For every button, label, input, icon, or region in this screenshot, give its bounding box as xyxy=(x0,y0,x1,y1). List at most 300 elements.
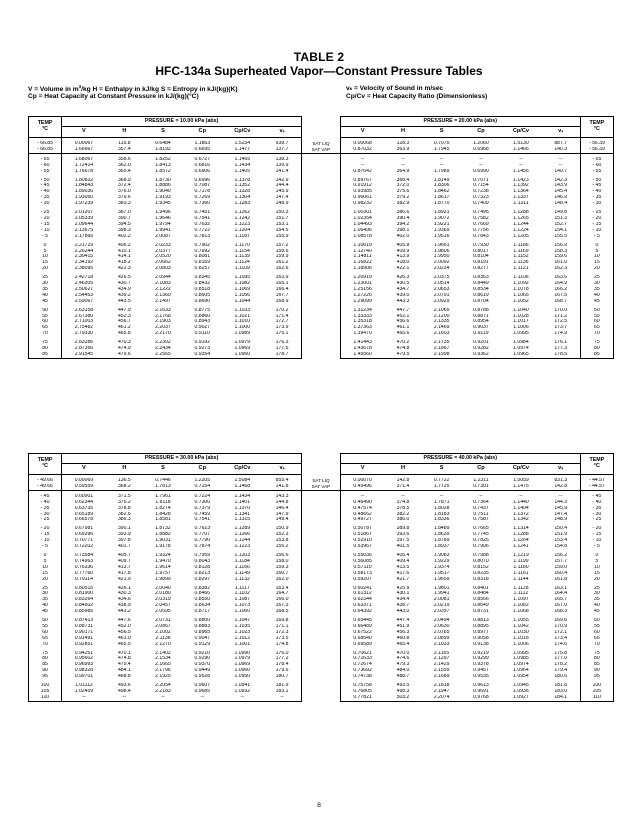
temp-cell: 40 xyxy=(29,603,62,609)
value-cell: 1.1203 xyxy=(234,552,251,558)
value-cell: 0.55036 xyxy=(340,553,384,559)
value-cell: 379.2 xyxy=(396,195,410,201)
value-cell: 0.9685 xyxy=(194,689,211,694)
value-cell: 0.8649 xyxy=(473,603,489,609)
value-cell: 159.9 xyxy=(263,254,302,260)
value-cell: 1.1205 xyxy=(513,233,529,239)
value-cell: 368.4 xyxy=(396,177,410,183)
value-cell: 0.7511 xyxy=(473,511,489,517)
value-cell: 0.8731 xyxy=(473,609,489,615)
temp-cell: - 50 xyxy=(580,178,613,184)
value-cell: 1.1241 xyxy=(513,544,529,550)
value-cell: 163.4 xyxy=(263,586,302,592)
value-cell: 0.6695 xyxy=(183,147,222,153)
value-cell: 1.8252 xyxy=(155,156,171,162)
value-cell: 2.1360 xyxy=(155,292,171,298)
value-cell: 164.9 xyxy=(542,281,581,287)
value-cell: 1.1154 xyxy=(234,248,250,254)
value-cell: 0.7495 xyxy=(473,210,489,216)
value-cell: 178.4 xyxy=(263,662,302,668)
temp-cell: - 56.39 xyxy=(580,147,613,153)
value-cell: 0.7722 xyxy=(433,478,450,483)
temp-cell: - 30 xyxy=(580,201,613,207)
value-cell: 1.1244 xyxy=(513,221,529,227)
temp-cell: - 25 xyxy=(580,210,613,216)
value-cell: 2.42718 xyxy=(74,275,94,281)
value-cell: 0.8432 xyxy=(194,281,211,287)
col-header-s: S xyxy=(422,127,462,138)
value-cell: 1.9659 xyxy=(433,576,450,582)
value-cell: 1.1149 xyxy=(234,570,250,576)
value-cell: 178.2 xyxy=(542,662,581,668)
value-cell: 0.69396 xyxy=(74,532,94,538)
value-cell: 1.1073 xyxy=(234,603,251,609)
value-cell: 1.0985 xyxy=(513,656,529,662)
temp-cell: - 60 xyxy=(580,163,613,169)
value-cell: 1.1315 xyxy=(234,517,251,523)
value-cell: 150.4 xyxy=(542,526,581,532)
value-cell: 1.9374 xyxy=(433,564,450,570)
value-cell: 1.1001 xyxy=(234,641,251,647)
temp-cell: - 35 xyxy=(29,195,62,201)
value-cell: 2.34192 xyxy=(74,260,94,266)
temp-cell: 85 xyxy=(29,662,62,668)
value-cell: 831.3 xyxy=(542,478,581,484)
value-cell: 0.8257 xyxy=(194,266,211,272)
value-cell: 409.9 xyxy=(396,248,410,254)
value-cell: 1.43678 xyxy=(340,346,384,352)
value-cell: 173.4 xyxy=(542,636,581,642)
value-cell: 402.0 xyxy=(396,233,410,239)
value-cell: 0.8690 xyxy=(194,298,211,304)
value-cell: 0.57110 xyxy=(340,565,384,571)
value-cell: 426.1 xyxy=(117,585,131,591)
value-cell: 1.1244 xyxy=(234,538,251,544)
temp-cell: - 45 xyxy=(29,494,62,500)
value-cell: 170.9 xyxy=(542,624,581,630)
value-cell: 479.4 xyxy=(117,662,131,668)
value-cell: 0.9691 xyxy=(473,689,489,694)
value-cell: 180.7 xyxy=(263,674,302,680)
value-cell: 1.1266 xyxy=(234,532,251,538)
value-cell: 158.0 xyxy=(263,559,302,565)
value-cell: 0.9370 xyxy=(194,662,211,668)
value-cell: 0.95602 xyxy=(74,656,94,662)
value-cell: 0.76805 xyxy=(340,689,384,695)
value-cell: 1.0989 xyxy=(234,331,251,337)
value-cell: 375.2 xyxy=(117,499,131,505)
legend-heat-capacity: Cp = Heat Capacity at Constant Pressure in kJ/(kg)(°C) xyxy=(28,93,199,100)
value-cell: 2.09644 xyxy=(74,221,94,227)
value-cell: 0.49727 xyxy=(340,517,384,523)
value-cell: 393.9 xyxy=(117,532,131,538)
value-cell: 474.8 xyxy=(117,656,131,662)
value-cell: 143.9 xyxy=(542,183,581,189)
temp-cell: 100 xyxy=(580,683,613,689)
value-cell: 2.0494 xyxy=(433,618,450,624)
value-cell: 426.3 xyxy=(396,275,410,281)
value-cell: 425.9 xyxy=(396,585,410,591)
value-cell: 152.7 xyxy=(542,222,581,228)
value-cell: 364.9 xyxy=(396,168,410,174)
value-cell: 0.59207 xyxy=(340,577,384,583)
value-cell: 0.9613 xyxy=(473,683,489,689)
value-cell: 183.0 xyxy=(542,689,581,695)
value-cell: 456.6 xyxy=(396,319,410,325)
col-header-v: V xyxy=(62,127,106,138)
legend-velocity: vₛ = Velocity of Sound in m/sec xyxy=(346,85,444,92)
value-cell: 397.8 xyxy=(117,538,131,544)
temp-cell: 70 xyxy=(580,642,613,648)
value-cell: -- xyxy=(222,695,263,701)
value-cell: 368.2 xyxy=(106,484,143,490)
value-cell: 0.94251 xyxy=(74,650,94,656)
value-cell: 1.1314 xyxy=(513,526,529,532)
value-cell: 2.1735 xyxy=(433,340,450,346)
value-cell: 0.87032 xyxy=(340,147,384,153)
value-cell: 172.7 xyxy=(263,319,302,325)
temp-cell: 30 xyxy=(29,281,62,287)
value-cell: 0.8634 xyxy=(194,603,211,609)
temp-cell: 15 xyxy=(29,260,62,266)
temp-cell: 20 xyxy=(580,577,613,583)
value-cell: 358.6 xyxy=(117,156,131,162)
value-cell: 409.7 xyxy=(117,558,131,564)
table-subtitle: HFC-134a Superheated Vapor—Constant Pressure Tables xyxy=(155,64,483,78)
col-header-cpcv: Cp/Cv xyxy=(222,127,263,138)
value-cell: 0.7409 xyxy=(473,201,489,207)
temp-cell: 35 xyxy=(580,597,613,603)
value-cell: 0.6968 xyxy=(462,147,501,153)
value-cell: 422.3 xyxy=(117,266,131,272)
value-cell: 0.7756 xyxy=(473,227,489,233)
temp-cell: 75 xyxy=(580,340,613,346)
value-cell: 1.1456 xyxy=(513,168,529,174)
value-cell: 413.5 xyxy=(396,564,410,570)
value-cell: 1.18906 xyxy=(340,266,384,272)
value-cell: 2.1665 xyxy=(155,662,171,668)
value-cell: 378.8 xyxy=(117,505,131,511)
temp-cell: - 50 xyxy=(29,178,62,184)
value-cell: 0.9362 xyxy=(462,352,501,358)
value-cell: 1.1372 xyxy=(513,511,529,517)
value-cell: 2.2565 xyxy=(143,352,183,358)
value-cell: 0.8717 xyxy=(194,609,211,615)
value-cell: 142.8 xyxy=(396,478,410,483)
value-cell: 161.8 xyxy=(542,577,581,583)
temp-cell: 50 xyxy=(29,308,62,314)
temp-cell: - 45 xyxy=(580,494,613,500)
value-cell: 163.9 xyxy=(263,275,302,281)
value-cell: 140.3 xyxy=(542,147,581,153)
value-cell: 0.9378 xyxy=(473,662,489,668)
value-cell: 156.2 xyxy=(542,553,581,559)
value-cell: 0.7843 xyxy=(473,233,489,239)
value-cell: 1.1184 xyxy=(234,558,250,564)
value-cell: 447.6 xyxy=(117,618,131,624)
value-cell: 1.9794 xyxy=(155,221,171,227)
col-header-s: S xyxy=(143,464,183,475)
temp-cell: 85 xyxy=(29,352,62,358)
value-cell: 1.1465 xyxy=(234,156,251,162)
property-table xyxy=(28,116,614,359)
value-cell: 1.1028 xyxy=(513,313,529,319)
value-cell: 1.1289 xyxy=(234,526,251,532)
value-cell: 1.80832 xyxy=(74,177,94,183)
value-cell: 1.5059 xyxy=(513,478,529,483)
value-cell: 2.13675 xyxy=(74,227,94,233)
value-cell: 2.59067 xyxy=(74,298,94,304)
temp-cell: 30 xyxy=(580,591,613,597)
value-cell: 2.1270 xyxy=(155,641,171,647)
value-cell: 166.4 xyxy=(263,287,302,293)
value-cell: 0.9110 xyxy=(194,331,210,337)
value-cell: 142.3 xyxy=(542,178,581,184)
value-cell: 0.8277 xyxy=(473,266,489,272)
value-cell: 148.4 xyxy=(542,201,581,207)
value-cell: 1.1242 xyxy=(234,215,251,221)
value-cell: 2.0375 xyxy=(433,275,450,281)
value-cell: 160.7 xyxy=(263,571,302,577)
value-cell: 0.65189 xyxy=(74,511,94,517)
value-cell: 144.3 xyxy=(542,500,581,506)
col-header-vs: vₛ xyxy=(263,464,302,475)
value-cell: 1.1265 xyxy=(513,215,529,221)
value-cell: 177.2 xyxy=(263,656,302,662)
temp-cell: 45 xyxy=(580,299,613,305)
value-cell: 405.4 xyxy=(396,552,410,558)
value-cell: 1.1136 xyxy=(513,260,529,266)
value-cell: 1.1170 xyxy=(234,242,250,248)
temp-cell: 5 xyxy=(580,249,613,255)
temp-cell: - 30 xyxy=(29,512,62,518)
value-cell: 0.8363 xyxy=(473,275,489,281)
sat-column-spacer xyxy=(302,695,341,701)
temp-cell: 40 xyxy=(29,293,62,299)
col-header-vs: vₛ xyxy=(263,127,302,138)
value-cell: 430.3 xyxy=(117,591,131,597)
value-cell: 383.3 xyxy=(117,201,131,207)
value-cell: 0.6727 xyxy=(194,156,211,162)
value-cell: 0.8800 xyxy=(194,618,211,624)
value-cell: 447.9 xyxy=(117,307,131,313)
value-cell: 1.1440 xyxy=(513,499,529,505)
value-cell: 161.2 xyxy=(263,260,302,266)
value-cell: 141.8 xyxy=(263,484,302,490)
value-cell: 1.0995 xyxy=(513,331,529,337)
value-cell: 452.0 xyxy=(117,623,131,629)
value-cell: 2.1136 xyxy=(155,635,171,641)
temp-cell: - 55 xyxy=(29,169,62,175)
value-cell: 0.9210 xyxy=(194,650,211,656)
value-cell: 488.7 xyxy=(396,674,410,680)
value-cell: 371.4 xyxy=(384,484,421,490)
value-cell: 176.0 xyxy=(263,651,302,657)
value-cell: 390.7 xyxy=(117,215,131,221)
value-cell: 1.0995 xyxy=(513,650,529,656)
value-cell: 154.8 xyxy=(542,544,581,550)
value-cell: 0.98232 xyxy=(340,201,384,207)
value-cell: 1.1475 xyxy=(500,484,541,490)
value-cell: 0.7825 xyxy=(473,538,489,544)
value-cell: 465.6 xyxy=(396,331,410,337)
col-header-s: S xyxy=(143,127,183,138)
temp-cell: 105 xyxy=(29,689,62,695)
value-cell: 144.4 xyxy=(263,183,302,189)
temp-cell: 60 xyxy=(580,630,613,636)
value-cell: 1.0945 xyxy=(513,683,529,689)
value-cell: 1.8882 xyxy=(155,532,171,538)
value-cell: 503.2 xyxy=(384,695,421,701)
value-cell: 0.47574 xyxy=(340,506,384,512)
value-cell: 447.4 xyxy=(396,618,410,624)
temp-cell: 45 xyxy=(29,609,62,615)
value-cell: 1.1047 xyxy=(234,618,251,624)
value-cell: 1.1095 xyxy=(234,275,251,281)
value-cell: -- xyxy=(401,162,405,168)
col-header-h: H xyxy=(384,127,421,138)
value-cell: 1.35318 xyxy=(340,319,384,325)
temp-cell: 105 xyxy=(580,689,613,695)
value-cell: 1.8639 xyxy=(433,532,450,538)
value-cell: 1.0932 xyxy=(234,689,251,694)
value-cell: 152.3 xyxy=(263,532,302,538)
value-cell: 1.1404 xyxy=(513,505,529,511)
value-cell: 2.79330 xyxy=(74,331,94,337)
value-cell: 168.5 xyxy=(263,609,302,615)
value-cell: 0.7087 xyxy=(194,183,211,189)
temp-cell: 35 xyxy=(29,597,62,603)
value-cell: 0.8401 xyxy=(473,585,489,591)
value-cell: 2.1818 xyxy=(433,683,450,689)
value-cell: 363.9 xyxy=(384,147,421,153)
temp-cell: - 49.66 xyxy=(29,484,62,490)
value-cell: 397.5 xyxy=(396,538,410,544)
value-cell: 0.67981 xyxy=(74,526,94,532)
value-cell: 157.2 xyxy=(263,243,302,249)
value-cell: 1.7961 xyxy=(155,493,171,499)
value-cell: 365.4 xyxy=(117,168,131,174)
temp-cell: 45 xyxy=(580,609,613,615)
value-cell: 2.0377 xyxy=(155,248,171,254)
value-cell: -- xyxy=(263,695,302,701)
value-cell: 178.5 xyxy=(542,352,581,358)
value-cell: 164.7 xyxy=(263,591,302,597)
value-cell: 1.1392 xyxy=(513,183,529,189)
temp-cell: 5 xyxy=(580,559,613,565)
value-cell: 2.0357 xyxy=(433,609,450,615)
value-cell: 0.8318 xyxy=(473,576,489,582)
value-cell: 1.0965 xyxy=(500,352,541,358)
value-cell: 456.3 xyxy=(396,629,410,635)
value-cell: 0.96061 xyxy=(340,195,384,201)
temp-cell: - 35 xyxy=(29,506,62,512)
value-cell: 0.7722 xyxy=(194,227,211,233)
value-cell: 1.1112 xyxy=(513,591,529,597)
value-cell: 2.0457 xyxy=(155,603,171,609)
value-cell: 162.6 xyxy=(263,266,302,272)
temp-cell: 25 xyxy=(29,275,62,281)
value-cell: 2.87356 xyxy=(74,346,94,352)
value-cell: 148.9 xyxy=(542,517,581,523)
value-cell: 484.1 xyxy=(117,668,131,674)
value-cell: 0.7906 xyxy=(473,544,489,550)
value-cell: 0.7988 xyxy=(473,552,489,558)
value-cell: 161.0 xyxy=(542,260,581,266)
value-cell: 1.9614 xyxy=(155,564,171,570)
value-cell: 0.46490 xyxy=(340,500,384,506)
value-cell: 378.5 xyxy=(396,505,410,511)
temp-cell: 35 xyxy=(29,287,62,293)
value-cell: 1.12740 xyxy=(340,249,384,255)
value-cell: 887.7 xyxy=(542,141,581,147)
value-cell: 1.1102 xyxy=(234,591,250,597)
value-cell: -- xyxy=(542,494,581,500)
value-cell: 439.0 xyxy=(396,292,410,298)
value-cell: 0.51867 xyxy=(340,532,384,538)
value-cell: 2.05339 xyxy=(74,215,94,221)
value-cell: 2.2170 xyxy=(155,331,171,337)
value-cell: 443.2 xyxy=(117,609,131,615)
value-cell: 2.1222 xyxy=(155,286,171,292)
value-cell: 1.9083 xyxy=(433,552,450,558)
temp-cell: - 5 xyxy=(580,234,613,240)
value-cell: 1.41443 xyxy=(340,340,384,346)
value-cell: 2.0803 xyxy=(155,266,171,272)
value-cell: 0.64392 xyxy=(340,609,384,615)
value-cell: 1.10619 xyxy=(340,243,384,249)
value-cell: 1.9345 xyxy=(155,201,171,207)
value-cell: 158.6 xyxy=(263,249,302,255)
temp-cell: - 5 xyxy=(29,234,62,240)
value-cell: 1.2205 xyxy=(194,478,211,483)
value-cell: 175.8 xyxy=(542,651,581,657)
value-cell: 183.1 xyxy=(263,689,302,695)
value-cell: 1.1132 xyxy=(234,576,250,582)
value-cell: 434.6 xyxy=(117,597,131,603)
value-cell: 2.01207 xyxy=(74,210,94,216)
value-cell: 167.0 xyxy=(542,603,581,609)
value-cell: 173.7 xyxy=(542,325,581,331)
value-cell: 128.3 xyxy=(396,141,410,146)
value-cell: 0.7360 xyxy=(194,201,211,207)
temp-cell: 0 xyxy=(29,553,62,559)
value-cell: 1.0969 xyxy=(234,662,251,668)
value-cell: 372.4 xyxy=(117,183,131,189)
value-cell: 1.8274 xyxy=(155,505,171,511)
value-cell: 2.2183 xyxy=(155,689,171,694)
value-cell: 0.9354 xyxy=(183,352,222,358)
value-cell: 460.8 xyxy=(396,635,410,641)
value-cell: 1.1035 xyxy=(234,623,251,629)
value-cell: 2.75482 xyxy=(74,325,94,331)
value-cell: 156.9 xyxy=(542,243,581,249)
value-cell: 0.9607 xyxy=(194,683,211,689)
value-cell: 184.1 xyxy=(542,695,581,701)
value-cell: 0.8943 xyxy=(194,319,211,325)
value-cell: 465.8 xyxy=(117,331,131,337)
value-cell: 1.1139 xyxy=(234,254,250,260)
value-cell: 0.8813 xyxy=(473,618,489,624)
col-header-cp: Cp xyxy=(462,464,501,475)
value-cell: 2.1768 xyxy=(155,313,171,319)
value-cell: 1.9193 xyxy=(155,195,171,201)
value-cell: 169.8 xyxy=(263,618,302,624)
temp-cell: 25 xyxy=(29,586,62,592)
value-cell: 0.6996 xyxy=(194,177,211,183)
temp-cell: - 65 xyxy=(29,157,62,163)
value-cell: 1.1012 xyxy=(234,635,251,641)
